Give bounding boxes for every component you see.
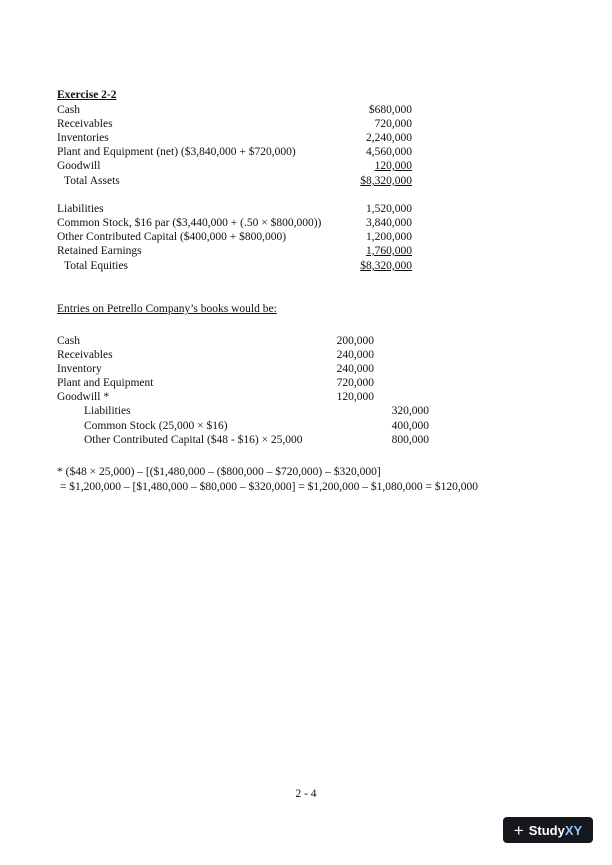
- debit-row: [0, 362, 612, 376]
- debit-row: [0, 348, 612, 362]
- asset-label: Plant and Equipment (net) ($3,840,000 + $720,000): [57, 146, 296, 158]
- debit-amount: 240,000: [336, 349, 374, 361]
- total-assets-row: [0, 174, 612, 188]
- footnote-text: = $1,200,000 – [$1,480,000 – $80,000 – $320,000] = $1,200,000 – $1,080,000 = $120,000: [57, 481, 478, 493]
- plus-icon: +: [513, 820, 524, 840]
- exercise-heading: Exercise 2-2: [57, 89, 117, 101]
- equity-row: [0, 244, 612, 258]
- credit-label: Liabilities: [84, 405, 131, 417]
- equity-amount: 1,200,000: [366, 231, 412, 243]
- debit-label: Goodwill *: [57, 391, 110, 403]
- total-equities-label: Total Equities: [64, 260, 129, 272]
- equity-label: Liabilities: [57, 203, 104, 215]
- equity-amount: 1,760,000: [366, 245, 412, 257]
- debit-label: Plant and Equipment: [57, 377, 154, 389]
- debit-amount: 120,000: [336, 391, 374, 403]
- page-number: 2 - 4: [295, 788, 317, 800]
- credit-amount: 800,000: [391, 434, 429, 446]
- footnote-text: * ($48 × 25,000) – [($1,480,000 – ($800,000 – $720,000) – $320,000]: [57, 466, 381, 478]
- asset-label: Receivables: [57, 118, 113, 130]
- equity-row: [0, 216, 612, 230]
- equity-label: Common Stock, $16 par ($3,440,000 + (.50 × $800,000)): [57, 217, 322, 229]
- entries-title: Entries on Petrello Company’s books would be:: [57, 303, 277, 315]
- debit-label: Cash: [57, 335, 80, 347]
- asset-amount: 4,560,000: [366, 146, 412, 158]
- total-assets-label: Total Assets: [64, 175, 120, 187]
- debit-amount: 200,000: [336, 335, 374, 347]
- brand-prefix: Study: [528, 822, 565, 838]
- credit-label: Common Stock (25,000 × $16): [84, 420, 228, 432]
- credit-amount: 400,000: [391, 420, 429, 432]
- credit-amount: 320,000: [391, 405, 429, 417]
- brand-suffix: XY: [564, 822, 583, 838]
- equity-label: Other Contributed Capital ($400,000 + $800,000): [57, 231, 287, 243]
- asset-row: [0, 145, 612, 159]
- equity-label: Retained Earnings: [57, 245, 142, 257]
- brand-badge: [503, 817, 593, 843]
- footnote-line-1: [0, 465, 612, 479]
- credit-row: [0, 433, 612, 447]
- equity-row: [0, 230, 612, 244]
- total-equities-row: [0, 259, 612, 273]
- debit-amount: 720,000: [336, 377, 374, 389]
- asset-row: [0, 103, 612, 117]
- debit-row: [0, 334, 612, 348]
- asset-amount: 2,240,000: [366, 132, 412, 144]
- entries-title-row: [0, 302, 612, 316]
- debit-row: [0, 376, 612, 390]
- total-equities-amount: $8,320,000: [360, 260, 412, 272]
- asset-amount: 120,000: [374, 160, 412, 172]
- equity-row: [0, 202, 612, 216]
- asset-label: Inventories: [57, 132, 109, 144]
- debit-row: [0, 390, 612, 404]
- debit-label: Inventory: [57, 363, 102, 375]
- debit-amount: 240,000: [336, 363, 374, 375]
- asset-row: [0, 117, 612, 131]
- total-assets-amount: $8,320,000: [360, 175, 412, 187]
- credit-row: [0, 404, 612, 418]
- asset-label: Goodwill: [57, 160, 101, 172]
- asset-amount: $680,000: [368, 104, 412, 116]
- equity-amount: 3,840,000: [366, 217, 412, 229]
- asset-amount: 720,000: [374, 118, 412, 130]
- asset-row: [0, 159, 612, 173]
- credit-row: [0, 419, 612, 433]
- equity-amount: 1,520,000: [366, 203, 412, 215]
- footnote-line-2: [0, 480, 612, 494]
- asset-row: [0, 131, 612, 145]
- debit-label: Receivables: [57, 349, 113, 361]
- credit-label: Other Contributed Capital ($48 - $16) × 25,000: [84, 434, 303, 446]
- asset-label: Cash: [57, 104, 80, 116]
